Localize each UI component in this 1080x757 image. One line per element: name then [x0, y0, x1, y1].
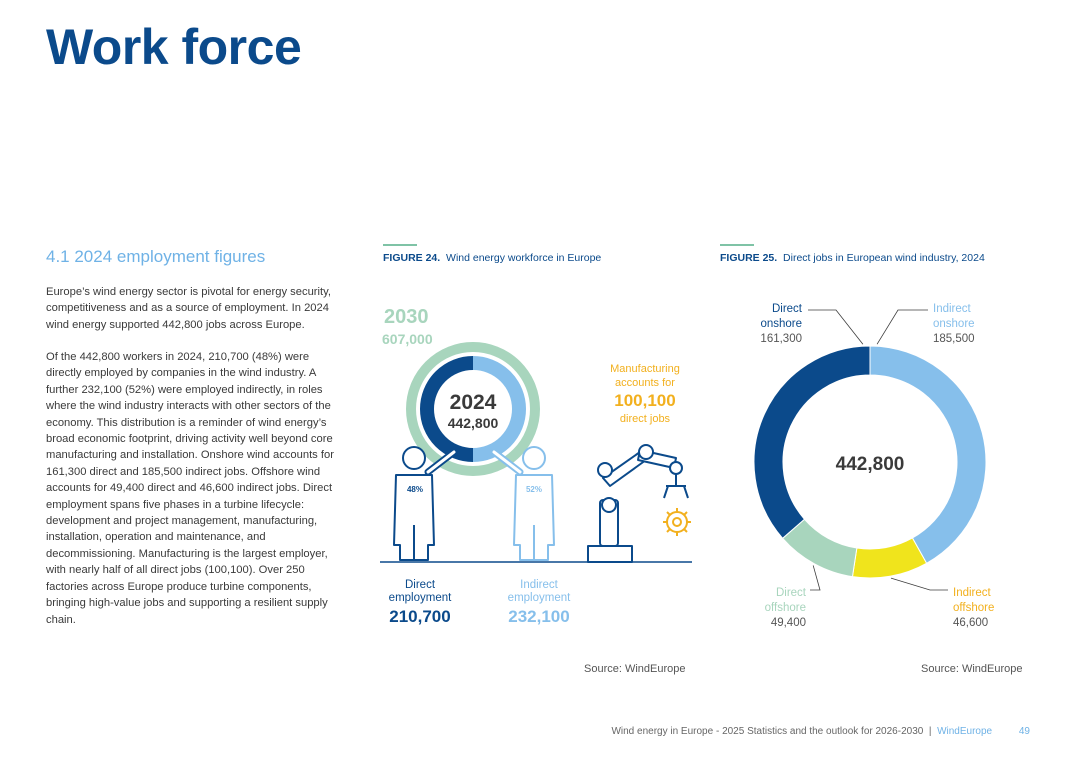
direct-employment-value: 210,700	[389, 607, 451, 626]
manufacturing-line-2: accounts for	[615, 377, 675, 389]
direct-onshore-line-2: onshore	[760, 318, 802, 330]
label-direct-offshore	[762, 586, 806, 631]
indirect-offshore-line-1: Indirect	[953, 587, 991, 599]
figure-24-label: FIGURE 24.	[383, 252, 441, 264]
robot-arm-icon	[588, 445, 688, 562]
direct-offshore-value: 49,400	[770, 617, 806, 629]
indirect-employment-label	[494, 579, 584, 629]
figure-25-caption	[720, 252, 985, 264]
figure-25-source: Source: WindEurope	[921, 663, 1023, 675]
manufacturing-value: 100,100	[614, 391, 676, 410]
figure-24-caption	[383, 252, 601, 264]
footer-separator: |	[928, 726, 932, 737]
footer-brand: WindEurope	[937, 726, 993, 737]
section-heading: 4.1 2024 employment figures	[46, 247, 266, 266]
figure-24-source: Source: WindEurope	[584, 663, 686, 675]
donut-center-total: 442,800	[835, 454, 905, 475]
indirect-label-line-2: employment	[507, 592, 571, 604]
direct-onshore-value: 161,300	[760, 333, 802, 345]
donut-slice-indirect-offshore	[852, 538, 926, 578]
total-2024: 442,800	[447, 415, 499, 431]
figure-25-label: FIGURE 25.	[720, 252, 778, 264]
total-2030: 607,000	[382, 331, 433, 347]
manufacturing-line-3: direct jobs	[619, 413, 671, 425]
label-indirect-onshore	[933, 302, 975, 347]
direct-percent: 48%	[406, 485, 423, 494]
direct-offshore-line-1: Direct	[775, 587, 806, 599]
indirect-percent: 52%	[525, 485, 542, 494]
indirect-offshore-value: 46,600	[953, 617, 989, 629]
donut-slice-direct-onshore	[754, 346, 870, 538]
direct-employment-label	[375, 579, 465, 629]
body-paragraph-2: Of the 442,800 workers in 2024, 210,700 (48%) were directly employed by companies in the wind industry. A further 232,100 (52%) were employed indirectly, in roles where the wind industry interacts with other sectors of the economy. This distribution is a reminder of wind energy’s broad economic footprint, driving activity well beyond core manufacturing and installation. Onshore wind accounts for 161,300 direct and 185,500 indirect jobs. Offshore wind accounts for 49,400 direct and 46,600 indirect jobs. Direct employment spans five phases in a turbine lifecycle: development and project management, manufacturing, installation, operation and maintenance, and decommissioning. Manufacturing is the largest employer, with nearly half of all direct jobs (100,100). Over 250 factories across Europe produce turbine components, bringing high-value jobs and supporting a resilient supply chain.	[46, 351, 334, 626]
indirect-offshore-line-2: offshore	[953, 602, 995, 614]
year-2030: 2030	[384, 306, 429, 328]
leader-direct-offshore	[810, 565, 820, 590]
leader-indirect-offshore	[891, 578, 948, 590]
manufacturing-line-1: Manufacturing	[610, 363, 680, 375]
leader-direct-onshore	[808, 310, 863, 344]
figure-25-rule	[720, 244, 754, 246]
body-paragraph-1: Europe’s wind energy sector is pivotal for energy security, competitiveness and as a source of employment. In 2024 wind energy supported 442,800 jobs across Europe.	[46, 286, 332, 331]
indirect-label-line-1: Indirect	[520, 579, 558, 591]
indirect-onshore-line-2: onshore	[933, 318, 975, 330]
direct-onshore-line-1: Direct	[771, 303, 802, 315]
direct-offshore-line-2: offshore	[764, 602, 806, 614]
year-2024: 2024	[449, 391, 497, 414]
figure-24-rule	[383, 244, 417, 246]
page-title: Work force	[46, 19, 302, 75]
direct-label-line-2: employment	[388, 592, 452, 604]
page-footer	[611, 726, 1030, 737]
page-number: 49	[1018, 726, 1030, 737]
footer-text: Wind energy in Europe - 2025 Statistics and the outlook for 2026-2030	[611, 726, 924, 737]
indirect-onshore-line-1: Indirect	[933, 303, 971, 315]
label-indirect-offshore	[953, 586, 994, 631]
gear-icon	[663, 508, 691, 536]
leader-indirect-onshore	[877, 310, 928, 344]
direct-label-line-1: Direct	[404, 579, 436, 591]
indirect-onshore-value: 185,500	[933, 333, 975, 345]
indirect-employment-value: 232,100	[508, 607, 570, 626]
figure-25-title: Direct jobs in European wind industry, 2024	[783, 252, 985, 264]
manufacturing-callout	[600, 362, 690, 426]
figure-24-title: Wind energy workforce in Europe	[446, 252, 602, 264]
label-direct-onshore	[758, 302, 802, 347]
